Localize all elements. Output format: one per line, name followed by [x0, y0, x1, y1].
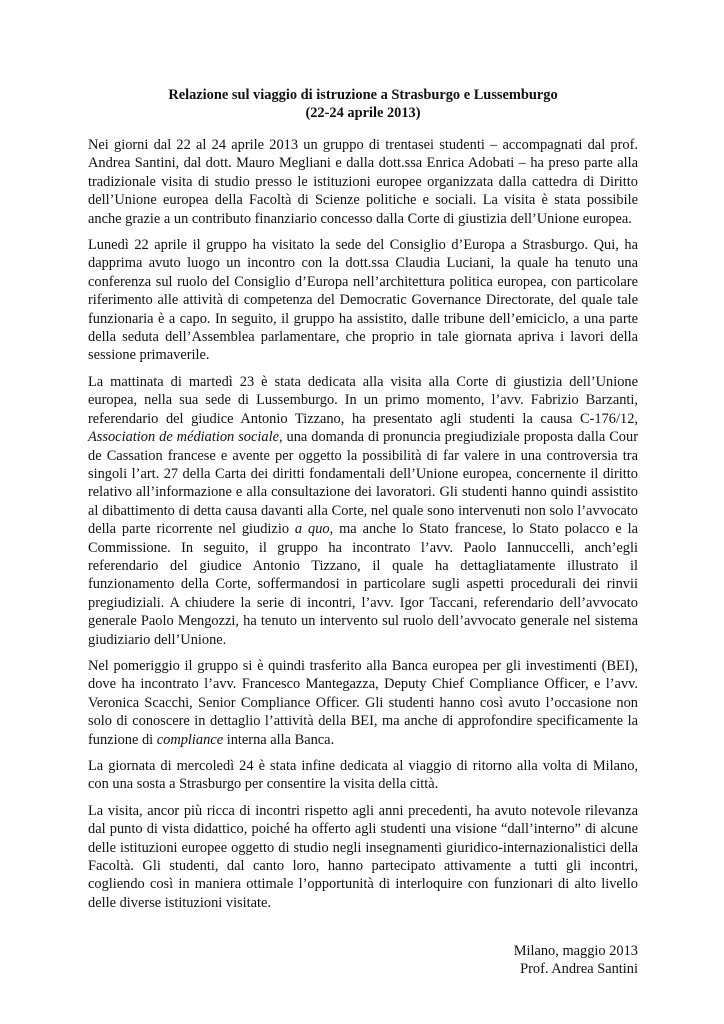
signature-name: Prof. Andrea Santini	[520, 961, 638, 978]
text-run: La visita, ancor più ricca di incontri rispetto agli anni precedenti, ha avuto notevole rilevanza dal punto di vista didattico, poiché ha offerto agli studenti una visione “dall’interno” di alcune delle istituzioni europee oggetto di studio negli insegnamenti giuridico-internazionalistici della Facoltà. Gli studenti, dal canto loro, hanno partecipato attivamente a tutti gli incontri, cogliendo così in maniera ottimale l’opportunità di interloquire con funzionari di alto livello delle diverse istituzioni visitate.	[88, 802, 638, 911]
document-body	[88, 136, 638, 912]
text-run: Nei giorni dal 22 al 24 aprile 2013 un gruppo di trentasei studenti – accompagnati dal prof. Andrea Santini, dal dott. Mauro Megliani e dalla dott.ssa Enrica Adobati – ha preso parte alla tradizionale visita di studio presso le istituzioni europee organizzata dalla cattedra di Diritto dell’Unione europea della Facoltà di Scienze politiche e sociali. La visita è stata possibile anche grazie a un contributo finanziario concesso dalla Corte di giustizia dell’Unione europea.	[88, 137, 638, 227]
paragraph	[88, 757, 638, 794]
signature-block	[88, 942, 638, 978]
text-run: Lunedì 22 aprile il gruppo ha visitato la sede del Consiglio d’Europa a Strasburgo. Qui, ha dapprima avuto luogo un incontro con la dott.ssa Claudia Luciani, la quale ha tenuto una conferenza sul ruolo del Consiglio d’Europa nell’architettura politica europea, con particolare riferimento alle attività di competenza del Democratic Governance Directorate, del quale tale funzionaria è a capo. In seguito, il gruppo ha assistito, dalle tribune dell’emiciclo, a una parte della seduta dell’Assemblea parlamentare, che proprio in tale giornata apriva i lavori della sessione primaverile.	[88, 237, 638, 364]
text-run: interna alla Banca.	[223, 731, 335, 748]
paragraph	[88, 373, 638, 649]
text-run: , ma anche lo Stato francese, lo Stato polacco e la Commissione. In seguito, il gruppo ha incontrato l’avv. Paolo Iannuccelli, anch’egli referendario del giudice Antonio Tizzano, il quale ha dettagliatamente illustrato il funzionamento della Corte, soffermandosi in particolare sugli aspetti procedurali dei rinvii pregiudiziali. A chiudere la serie di incontri, l’avv. Igor Taccani, referendario dell’avvocato generale Paolo Mengozzi, ha tenuto un intervento sul ruolo dell’avvocato generale nel sistema giudiziario dell’Unione.	[88, 521, 638, 648]
italic-run: a quo	[294, 521, 330, 538]
paragraph	[88, 802, 638, 912]
text-run: La mattinata di martedì 23 è stata dedicata alla visita alla Corte di giustizia dell’Unione europea, nella sua sede di Lussemburgo. In un primo momento, l’avv. Fabrizio Barzanti, referendario del giudice Antonio Tizzano, ha presentato agli studenti la causa C-176/12,	[88, 373, 638, 427]
text-run: La giornata di mercoledì 24 è stata infine dedicata al viaggio di ritorno alla volta di Milano, con una sosta a Strasburgo per consentire la visita della città.	[88, 758, 638, 793]
title-line-1: Relazione sul viaggio di istruzione a Strasburgo e Lussemburgo	[168, 87, 558, 103]
italic-run: compliance	[156, 731, 224, 748]
title-line-2: (22-24 aprile 2013)	[305, 105, 421, 121]
document-title	[88, 86, 638, 122]
paragraph	[88, 136, 638, 228]
paragraph	[88, 236, 638, 365]
document-page	[88, 86, 638, 978]
italic-run: Association de médiation sociale	[88, 429, 279, 446]
text-run: , una domanda di pronuncia pregiudiziale proposta dalla Cour de Cassation francese e avente per oggetto la possibilità di far valere in una controversia tra singoli l’art. 27 della Carta dei diritti fondamentali dell’Unione europea, concernente il diritto relativo all’informazione e alla consultazione dei lavoratori. Gli studenti hanno quindi assistito al dibattimento di detta causa davanti alla Corte, nel quale sono intervenuti non solo l’avvocato della parte ricorrente nel giudizio	[88, 429, 638, 538]
signature-place-date: Milano, maggio 2013	[513, 943, 638, 960]
text-run: Nel pomeriggio il gruppo si è quindi trasferito alla Banca europea per gli investimenti (BEI), dove ha incontrato l’avv. Francesco Mantegazza, Deputy Chief Compliance Officer, e l’avv. Veronica Scacchi, Senior Compliance Officer. Gli studenti hanno così avuto l’occasione non solo di conoscere in dettaglio l’attività della BEI, ma anche di approfondire specificamente la funzione di	[88, 657, 638, 748]
paragraph	[88, 657, 638, 749]
